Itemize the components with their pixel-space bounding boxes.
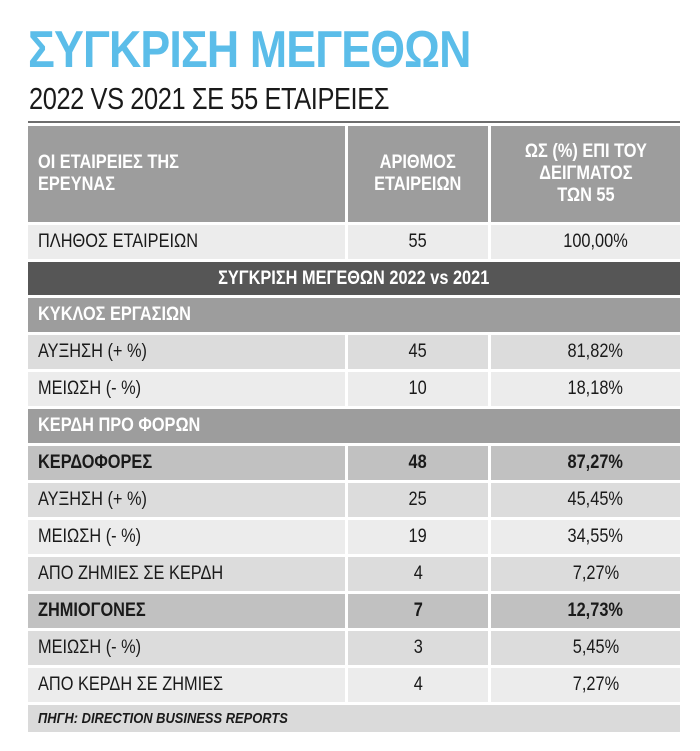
- row-percent: [491, 372, 680, 406]
- row-count-text: 10: [408, 378, 428, 399]
- row-percent-text: 45,45%: [567, 489, 624, 510]
- row-count-text: 4: [413, 563, 423, 584]
- row-label-text: ΑΥΞΗΣΗ (+ %): [38, 489, 147, 510]
- row-percent-text: 81,82%: [567, 341, 624, 362]
- row-label-text: ΖΗΜΙΟΓΟΝΕΣ: [38, 600, 146, 621]
- row-percent: [491, 631, 680, 665]
- row-label-text: ΚΕΡΔΟΦΟΡΕΣ: [38, 452, 153, 473]
- table-row-loss-making: [28, 594, 680, 628]
- section-header-revenue: [28, 298, 680, 332]
- row-count: [348, 225, 488, 259]
- row-label: [28, 594, 345, 628]
- row-percent-text: 12,73%: [567, 600, 624, 621]
- row-label: [28, 372, 345, 406]
- row-label: [28, 446, 345, 480]
- row-percent: [491, 446, 680, 480]
- row-percent: [491, 225, 680, 259]
- row-percent-text: 87,27%: [567, 452, 624, 473]
- header-line: ΩΣ (%) ΕΠΙ ΤΟΥ: [524, 141, 647, 162]
- row-label-text: ΑΠΟ ΚΕΡΔΗ ΣΕ ΖΗΜΙΕΣ: [38, 674, 224, 695]
- column-header-companies: [28, 126, 345, 222]
- table-header-row: [28, 126, 680, 222]
- table-row: [28, 372, 680, 406]
- table-row-profitable: [28, 446, 680, 480]
- row-count: [348, 372, 488, 406]
- table-row: [28, 335, 680, 369]
- row-percent: [491, 520, 680, 554]
- table-row: [28, 483, 680, 517]
- row-count-text: 25: [408, 489, 428, 510]
- row-percent: [491, 335, 680, 369]
- row-label-text: ΠΛΗΘΟΣ ΕΤΑΙΡΕΙΩΝ: [38, 231, 199, 252]
- comparison-table: [28, 126, 680, 732]
- source-note: [28, 705, 680, 732]
- row-label: [28, 631, 345, 665]
- table-row-total: [28, 225, 680, 259]
- row-percent-text: 100,00%: [563, 231, 628, 252]
- section-header-pretax-profit: [28, 409, 680, 443]
- row-percent: [491, 594, 680, 628]
- row-count: [348, 557, 488, 591]
- row-count-text: 3: [413, 637, 423, 658]
- row-label: [28, 520, 345, 554]
- row-percent: [491, 557, 680, 591]
- section-label: ΚΥΚΛΟΣ ΕΡΓΑΣΙΩΝ: [38, 304, 191, 325]
- row-count-text: 4: [413, 674, 423, 695]
- row-label-text: ΑΥΞΗΣΗ (+ %): [38, 341, 147, 362]
- row-count-text: 7: [413, 600, 423, 621]
- header-line: ΤΩΝ 55: [556, 185, 615, 206]
- row-percent-text: 18,18%: [567, 378, 624, 399]
- header-line: ΑΡΙΘΜΟΣ: [379, 152, 457, 173]
- header-line: ΔΕΙΓΜΑΤΟΣ: [538, 163, 633, 184]
- row-label: [28, 557, 345, 591]
- row-count-text: 55: [408, 231, 428, 252]
- row-count: [348, 520, 488, 554]
- band-label: ΣΥΓΚΡΙΣΗ ΜΕΓΕΘΩΝ 2022 vs 2021: [218, 267, 490, 289]
- column-header-percent: [491, 126, 680, 222]
- top-divider: [28, 121, 680, 123]
- row-label-text: ΜΕΙΩΣΗ (- %): [38, 378, 142, 399]
- header-line: ΕΤΑΙΡΕΙΩΝ: [374, 174, 462, 195]
- row-label-text: ΑΠΟ ΖΗΜΙΕΣ ΣΕ ΚΕΡΔΗ: [38, 563, 224, 584]
- row-percent: [491, 668, 680, 702]
- row-count-text: 45: [408, 341, 428, 362]
- row-count: [348, 668, 488, 702]
- column-header-count: [348, 126, 488, 222]
- table-row: [28, 557, 680, 591]
- table-row: [28, 520, 680, 554]
- table-row: [28, 631, 680, 665]
- source-text: ΠΗΓΗ: DIRECTION BUSINESS REPORTS: [38, 710, 288, 727]
- row-count-text: 48: [408, 452, 428, 473]
- row-percent-text: 34,55%: [567, 526, 624, 547]
- row-percent-text: 7,27%: [572, 563, 619, 584]
- section-label: ΚΕΡΔΗ ΠΡΟ ΦΟΡΩΝ: [38, 415, 201, 436]
- page-title: ΣΥΓΚΡΙΣΗ ΜΕΓΕΘΩΝ: [28, 21, 471, 79]
- row-count: [348, 631, 488, 665]
- row-label: [28, 335, 345, 369]
- row-label: [28, 483, 345, 517]
- header-line: ΟΙ ΕΤΑΙΡΕΙΕΣ ΤΗΣ: [38, 152, 179, 173]
- row-percent-text: 5,45%: [572, 637, 619, 658]
- row-count: [348, 483, 488, 517]
- row-count-text: 19: [408, 526, 428, 547]
- table-row: [28, 668, 680, 702]
- row-count: [348, 594, 488, 628]
- row-label: [28, 225, 345, 259]
- header-line: ΕΡΕΥΝΑΣ: [38, 174, 116, 195]
- row-count: [348, 446, 488, 480]
- row-label-text: ΜΕΙΩΣΗ (- %): [38, 526, 142, 547]
- row-label-text: ΜΕΙΩΣΗ (- %): [38, 637, 142, 658]
- row-count: [348, 335, 488, 369]
- page-subtitle: 2022 VS 2021 ΣΕ 55 ΕΤΑΙΡΕΙΕΣ: [29, 81, 390, 116]
- comparison-band: [28, 262, 680, 295]
- row-percent: [491, 483, 680, 517]
- row-percent-text: 7,27%: [572, 674, 619, 695]
- row-label: [28, 668, 345, 702]
